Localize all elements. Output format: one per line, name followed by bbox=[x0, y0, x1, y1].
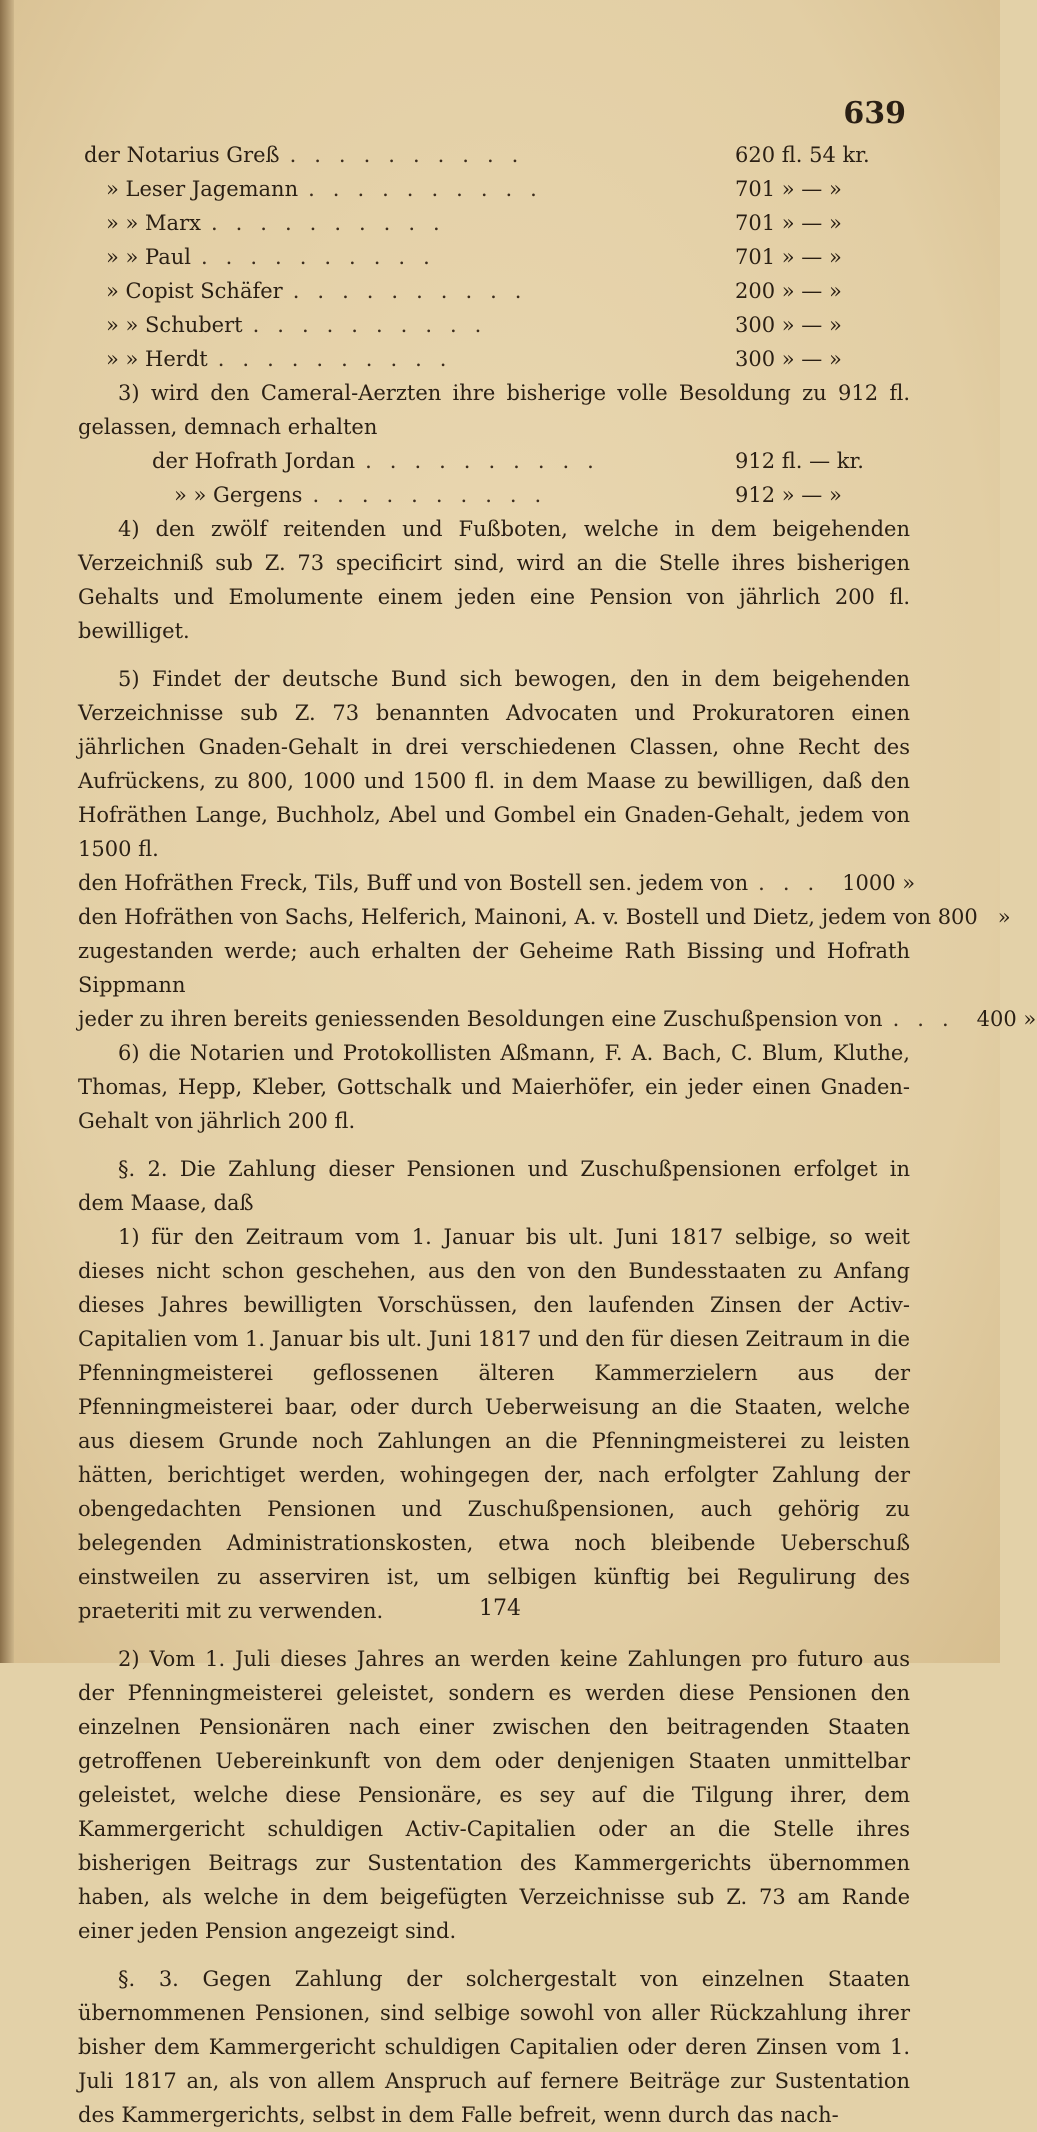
paragraph-5-continued: zugestanden werde; auch erhalten der Geheime Rath Bissing und Hofrath Sippmann bbox=[78, 939, 910, 997]
document-body bbox=[78, 138, 1037, 2132]
list-item: jeder zu ihren bereits geniessenden Besoldungen eine Zuschußpension von ... 400 » bbox=[78, 1007, 1037, 1031]
paragraph-6: 6) die Notarien und Protokollisten Aßmann, F. A. Bach, C. Blum, Kluthe, Thomas, Hepp, Kleber, Gottschalk und Maierhöfer, ein jeder einen Gnaden-Gehalt von jährlich 200 fl. bbox=[78, 1041, 910, 1133]
pension-list-b bbox=[78, 444, 910, 512]
list-item: » » Marx .......... 701 » — » bbox=[106, 211, 842, 235]
list-item: den Hofräthen Freck, Tils, Buff und von Bostell sen. jedem von ... 1000 » bbox=[78, 871, 916, 895]
pension-list-a bbox=[78, 138, 910, 376]
list-item: » » Herdt .......... 300 » — » bbox=[106, 347, 842, 371]
section-2-item-2: 2) Vom 1. Juli dieses Jahres an werden keine Zahlungen pro futuro aus der Pfenningmeisterei geleistet, sondern es werden diese Pensionen den einzelnen Pensionären nach einer zwischen den beitragenden Staaten getroffenen Uebereinkunft von dem oder denjenigen Staaten unmittelbar geleistet, welche diese Pensionäre, es sey auf die Tilgung ihrer, dem Kammergericht schuldigen Activ-Capitalien oder an die Stelle ihres bisherigen Beitrags zur Sustentation des Kammergerichts übernommen haben, als welche in dem beigefügten Verzeichnisse sub Z. 73 am Rande einer jeden Pension angezeigt sind. bbox=[78, 1647, 910, 1943]
paragraph-3: 3) wird den Cameral-Aerzten ihre bisherige volle Besoldung zu 912 fl. gelassen, demnach erhalten bbox=[78, 381, 910, 439]
section-2-item-1: 1) für den Zeitraum vom 1. Januar bis ult. Juni 1817 selbige, so weit dieses nicht schon geschehen, aus den von den Bundesstaaten zu Anfang dieses Jahres bewilligten Vorschüssen, den laufenden Zinsen der Activ-Capitalien vom 1. Januar bis ult. Juni 1817 und den für diesen Zeitraum in die Pfenningmeisterei geflossenen älteren Kammerzielern aus der Pfenningmeisterei baar, oder durch Ueberweisung an die Staaten, welche aus diesem Grunde noch Zahlungen an die Pfenningmeisterei zu leisten hätten, berichtiget werden, wohingegen der, nach erfolgter Zahlung der obengedachten Pensionen und Zuschußpensionen, auch gehörig zu belegenden Administrationskosten, etwa noch bleibende Ueberschuß einstweilen zu asserviren ist, um selbigen künftig bei Regulirung des praeteriti mit zu verwenden. bbox=[78, 1225, 910, 1623]
pension-list-c bbox=[78, 866, 1011, 934]
list-item: » » Paul .......... 701 » — » bbox=[106, 245, 842, 269]
list-item: » » Gergens .......... 912 » — » bbox=[174, 483, 842, 507]
page-edge-shadow bbox=[0, 0, 14, 1663]
section-3: §. 3. Gegen Zahlung der solchergestalt von einzelnen Staaten übernommenen Pensionen, sind selbige sowohl von aller Rückzahlung ihrer bisher dem Kammergericht schuldigen Capitalien oder deren Zinsen vom 1. Juli 1817 an, als von allem Anspruch auf fernere Beiträge zur Sustentation des Kammergerichts, selbst in dem Falle befreit, wenn durch das nach- bbox=[78, 1967, 910, 2127]
section-2-heading: §. 2. Die Zahlung dieser Pensionen und Zuschußpensionen erfolget in dem Maase, daß bbox=[78, 1157, 910, 1215]
paragraph-5: 5) Findet der deutsche Bund sich bewogen, den in dem beigehenden Verzeichnisse sub Z. 73 benannten Advocaten und Prokuratoren einen jährlichen Gnaden-Gehalt in drei verschiedenen Classen, ohne Recht des Aufrückens, zu 800, 1000 und 1500 fl. in dem Maase zu bewilligen, daß den Hofräthen Lange, Buchholz, Abel und Gombel ein Gnaden-Gehalt, jedem von 1500 fl. bbox=[78, 667, 910, 861]
list-item: » » Schubert .......... 300 » — » bbox=[106, 313, 842, 337]
list-item: » Leser Jagemann .......... 701 » — » bbox=[106, 177, 842, 201]
list-item: den Hofräthen von Sachs, Helferich, Mainoni, A. v. Bostell und Dietz, jedem von 800 » bbox=[78, 905, 1011, 929]
page-number: 639 bbox=[843, 96, 906, 131]
list-item: der Hofrath Jordan .......... 912 fl. — kr. bbox=[152, 449, 864, 473]
paragraph-4: 4) den zwölf reitenden und Fußboten, welche in dem beigehenden Verzeichniß sub Z. 73 specificirt sind, wird an die Stelle ihres bisherigen Gehalts und Emolumente einem jeden eine Pension von jährlich 200 fl. bewilliget. bbox=[78, 517, 910, 643]
list-item: » Copist Schäfer .......... 200 » — » bbox=[106, 279, 842, 303]
list-item: der Notarius Greß .......... 620 fl. 54 kr. bbox=[84, 143, 870, 167]
footer-number: 174 bbox=[479, 1596, 521, 1621]
